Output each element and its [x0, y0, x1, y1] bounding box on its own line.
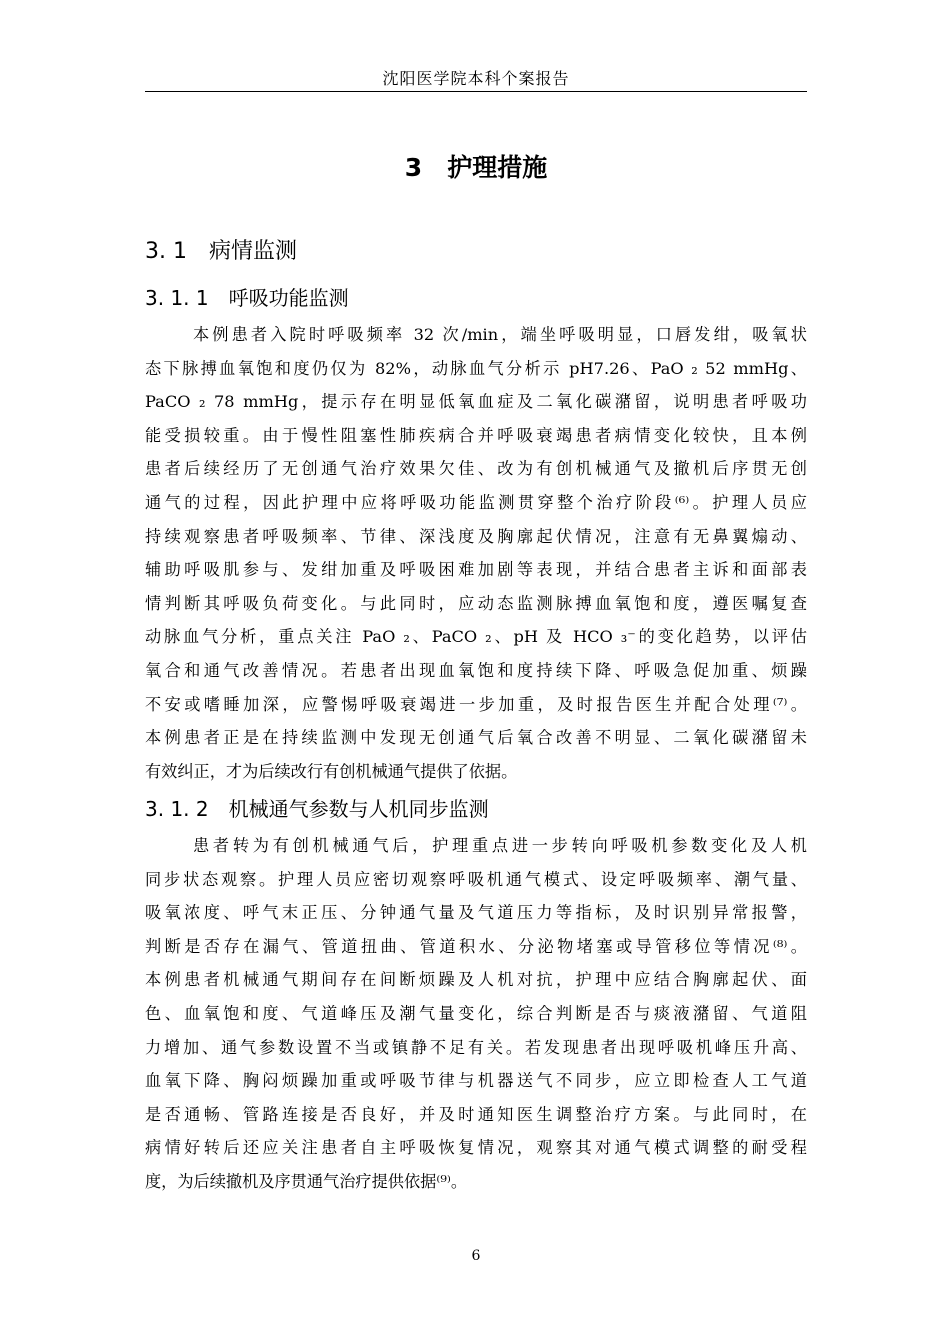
header-rule [145, 91, 807, 92]
text-line: 本例患者正是在持续监测中发现无创通气后氧合改善不明显、二氧化碳潴留未 [145, 728, 807, 748]
text-line: 力增加、通气参数设置不当或镇静不足有关。若发现患者出现呼吸机峰压升高、 [145, 1037, 807, 1057]
section-heading: 3. 1 病情监测 [145, 239, 297, 264]
text-line: 判断是否存在漏气、管道扭曲、管道积水、分泌物堵塞或导管移位等情况⁽⁸⁾。 [145, 936, 807, 956]
text-line: 病情好转后还应关注患者自主呼吸恢复情况，观察其对通气模式调整的耐受程 [145, 1138, 807, 1158]
text-line: 态下脉搏血氧饱和度仍仅为 82%，动脉血气分析示 pH7.26、PaO ₂ 52 mmHg、 [145, 358, 807, 378]
text-line: 色、血氧饱和度、气道峰压及潮气量变化，综合判断是否与痰液潴留、气道阻 [145, 1003, 807, 1023]
subsection-heading-1: 3. 1. 1 呼吸功能监测 [145, 286, 349, 310]
text-line: 患者转为有创机械通气后，护理重点进一步转向呼吸机参数变化及人机 [193, 836, 807, 855]
text-line: 通气的过程，因此护理中应将呼吸功能监测贯穿整个治疗阶段⁽⁶⁾。护理人员应 [145, 492, 807, 512]
text-line: 本例患者机械通气期间存在间断烦躁及人机对抗，护理中应结合胸廓起伏、面 [145, 970, 807, 990]
text-line: 吸氧浓度、呼气末正压、分钟通气量及气道压力等指标，及时识别异常报警， [145, 903, 807, 923]
text-line: 血氧下降、胸闷烦躁加重或呼吸节律与机器送气不同步，应立即检查人工气道 [145, 1071, 807, 1091]
text-line: 患者后续经历了无创通气治疗效果欠佳、改为有创机械通气及撤机后序贯无创 [145, 459, 807, 479]
text-line: 持续观察患者呼吸频率、节律、深浅度及胸廓起伏情况，注意有无鼻翼煽动、 [145, 526, 807, 546]
paragraph-ventilation-monitoring [145, 829, 807, 1199]
text-line: 情判断其呼吸负荷变化。与此同时，应动态监测脉搏血氧饱和度，遵医嘱复查 [145, 593, 807, 613]
text-line: 同步状态观察。护理人员应密切观察呼吸机通气模式、设定呼吸频率、潮气量、 [145, 869, 807, 889]
page-number: 6 [471, 1248, 481, 1264]
text-line: 辅助呼吸肌参与、发绀加重及呼吸困难加剧等表现，并结合患者主诉和面部表 [145, 560, 807, 580]
text-line: 有效纠正，才为后续改行有创机械通气提供了依据。 [145, 761, 518, 781]
text-line: 本例患者入院时呼吸频率 32 次/min，端坐呼吸明显，口唇发绀，吸氧状 [193, 325, 807, 344]
text-line: 动脉血气分析，重点关注 PaO ₂、PaCO ₂、pH 及 HCO ₃⁻的变化趋势，以评估 [145, 627, 807, 647]
text-line: 不安或嗜睡加深，应警惕呼吸衰竭进一步加重，及时报告医生并配合处理⁽⁷⁾。 [145, 694, 807, 714]
subsection-heading-2: 3. 1. 2 机械通气参数与人机同步监测 [145, 797, 489, 821]
text-line: 能受损较重。由于慢性阻塞性肺疾病合并呼吸衰竭患者病情变化较快，且本例 [145, 425, 807, 445]
chapter-title: 3 护理措施 [404, 153, 548, 182]
text-line: 是否通畅、管路连接是否良好，并及时通知医生调整治疗方案。与此同时，在 [145, 1104, 807, 1124]
text-line: PaCO ₂ 78 mmHg，提示存在明显低氧血症及二氧化碳潴留，说明患者呼吸功 [145, 392, 807, 412]
text-line: 度，为后续撤机及序贯通气治疗提供依据⁽⁹⁾。 [145, 1171, 468, 1191]
running-header: 沈阳医学院本科个案报告 [382, 69, 570, 88]
paragraph-respiratory-monitoring [145, 318, 807, 788]
text-line: 氧合和通气改善情况。若患者出现血氧饱和度持续下降、呼吸急促加重、烦躁 [145, 660, 807, 680]
